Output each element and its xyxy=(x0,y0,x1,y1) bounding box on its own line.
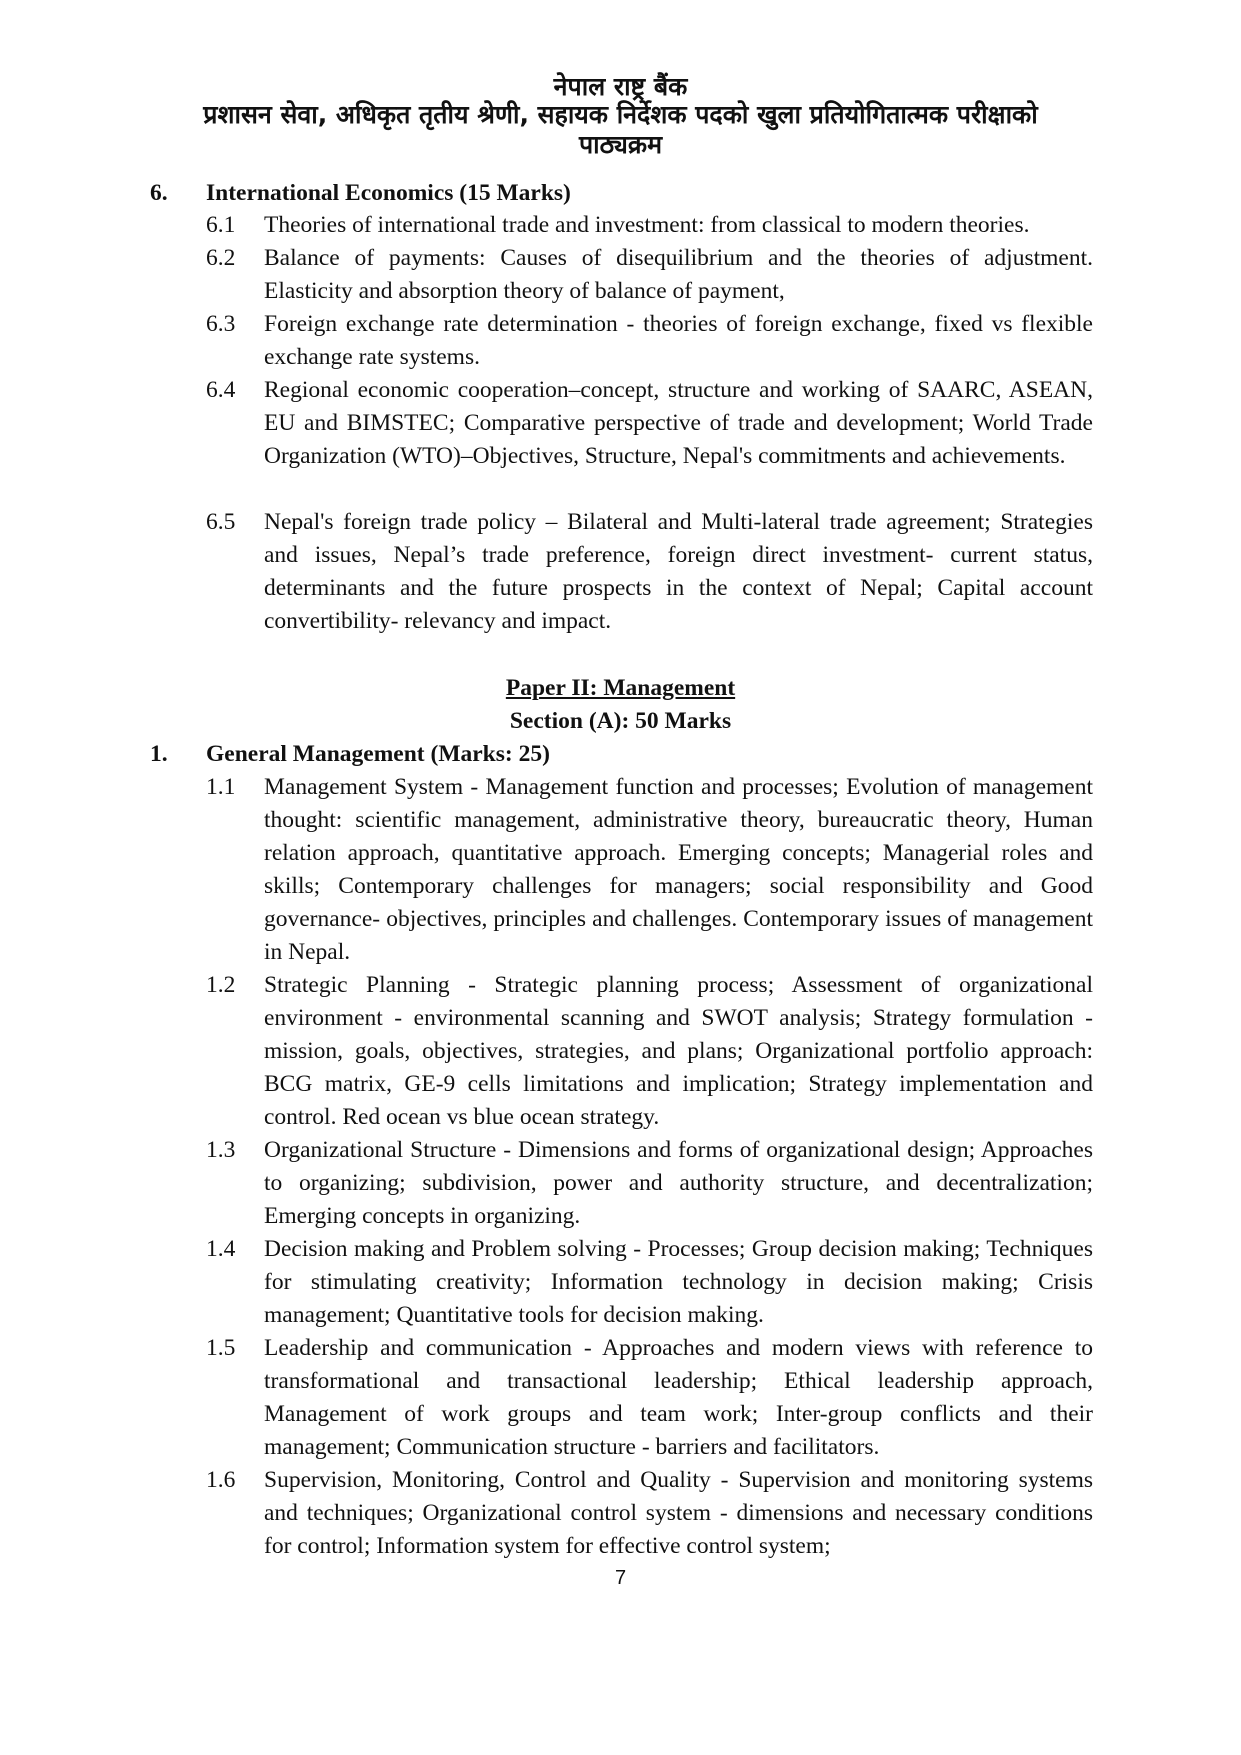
item-text: Management System - Management function and processes; Evolution of management thought: scientific management, administrative theory, bureaucratic theory, Human relation approach, quantitative approach. Emerging concepts; Managerial roles and skills; Contemporary challenges for managers; social responsibility and Good governance- objectives, principles and challenges. Contemporary issues of management in Nepal. xyxy=(264,774,1093,965)
item-number: 1.5 xyxy=(206,1335,236,1361)
item-number: 1.6 xyxy=(206,1467,236,1493)
item-text: Leadership and communication - Approaches and modern views with reference to transformational and transactional leadership; Ethical leadership approach, Management of work groups and team work; Inter-group conflicts and their management; Communication structure - barriers and facilitators. xyxy=(264,1335,1093,1460)
item-number: 1.3 xyxy=(206,1137,236,1163)
item-number: 6.2 xyxy=(206,245,236,271)
header-org-name: नेपाल राष्ट्र बैंक xyxy=(553,72,688,101)
item-text: Supervision, Monitoring, Control and Quality - Supervision and monitoring systems and techniques; Organizational control system - dimensions and necessary conditions for control; Information system for effective control system; xyxy=(264,1467,1093,1559)
section-heading: Section (A): 50 Marks xyxy=(509,708,732,734)
item-text: Nepal's foreign trade policy – Bilateral and Multi-lateral trade agreement; Strategies and issues, Nepal’s trade preference, foreign direct investment- current status, determinants and the future prospects in the context of Nepal; Capital account convertibility- relevancy and impact. xyxy=(264,509,1093,634)
item-text: Decision making and Problem solving - Processes; Group decision making; Techniques for stimulating creativity; Information technology in decision making; Crisis management; Quantitative tools for decision making. xyxy=(264,1236,1093,1328)
header-syllabus-label: पाठ्यक्रम xyxy=(578,130,663,159)
section-title: International Economics (15 Marks) xyxy=(206,180,571,206)
section-title: General Management (Marks: 25) xyxy=(206,741,550,767)
item-number: 1.2 xyxy=(206,972,236,998)
item-number: 6.1 xyxy=(206,212,236,238)
item-text: Organizational Structure - Dimensions and forms of organizational design; Approaches to organizing; subdivision, power and authority structure, and decentralization; Emerging concepts in organizing. xyxy=(264,1137,1093,1229)
item-number: 6.4 xyxy=(206,377,236,403)
item-text: Balance of payments: Causes of disequilibrium and the theories of adjustment. Elasticity and absorption theory of balance of payment, xyxy=(264,245,1093,304)
section-number: 1. xyxy=(150,741,168,767)
header-exam-title: प्रशासन सेवा, अधिकृत तृतीय श्रेणी, सहायक निर्देशक पदको खुला प्रतियोगितात्मक परीक्षाको xyxy=(203,100,1038,129)
section-number: 6. xyxy=(150,180,168,206)
item-text: Foreign exchange rate determination - theories of foreign exchange, fixed vs flexible exchange rate systems. xyxy=(264,311,1093,370)
paper-title: Paper II: Management xyxy=(505,675,736,701)
item-text: Regional economic cooperation–concept, structure and working of SAARC, ASEAN, EU and BIMSTEC; Comparative perspective of trade and development; World Trade Organization (WTO)–Objectives, Structure, Nepal's commitments and achievements. xyxy=(264,377,1093,469)
page-number: 7 xyxy=(614,1567,627,1589)
item-number: 6.5 xyxy=(206,509,236,535)
item-text: Strategic Planning - Strategic planning process; Assessment of organizational environment - environmental scanning and SWOT analysis; Strategy formulation - mission, goals, objectives, strategies, and plans; Organizational portfolio approach: BCG matrix, GE-9 cells limitations and implication; Strategy implementation and control. Red ocean vs blue ocean strategy. xyxy=(264,972,1093,1130)
item-text: Theories of international trade and investment: from classical to modern theories. xyxy=(264,212,1030,238)
item-number: 6.3 xyxy=(206,311,236,337)
item-number: 1.1 xyxy=(206,774,236,800)
item-number: 1.4 xyxy=(206,1236,236,1262)
